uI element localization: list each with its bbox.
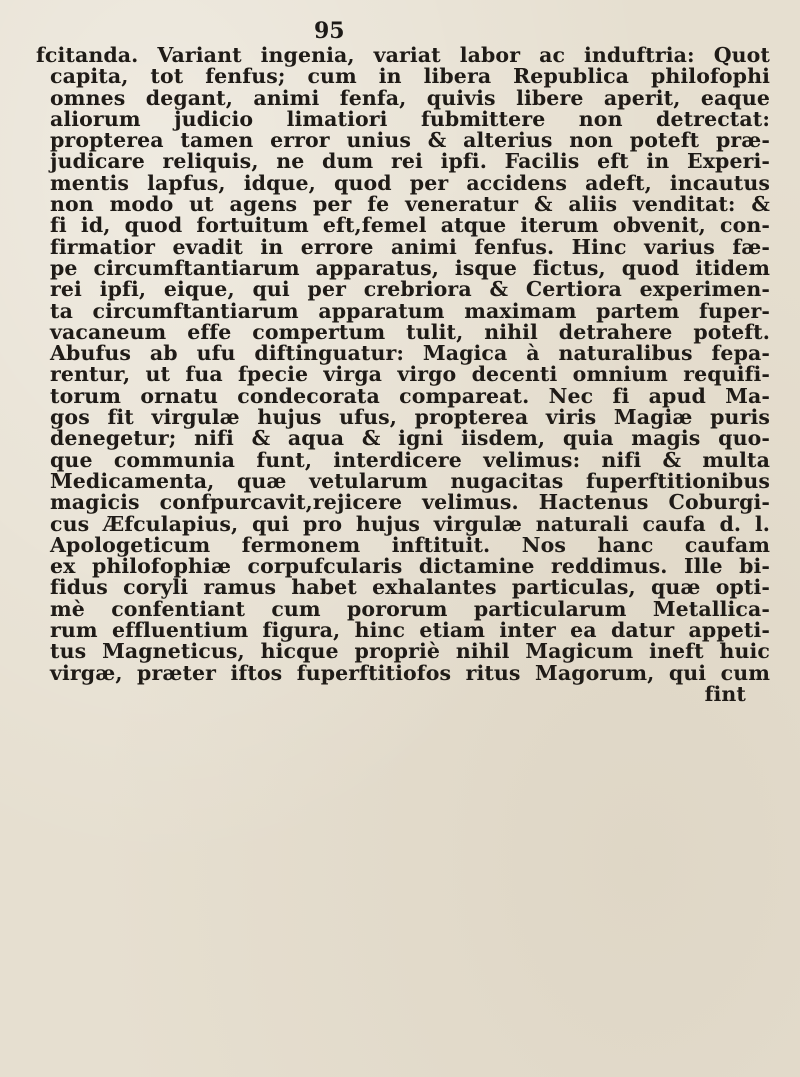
text-line: omnes degant, animi fenfa, quivis libere aperit, eaque [50,85,770,110]
body-text [36,43,770,706]
text-line: tus Magneticus, hicque propriè nihil Magicum ineft huic [50,639,770,664]
text-line: fidus coryli ramus habet exhalantes particulas, quæ opti- [50,575,770,600]
text-line: rum effluentium figura, hinc etiam inter ea datur appeti- [50,618,770,643]
text-line: cus Æfculapius, qui pro hujus virgulæ naturali caufa d. l. [50,511,770,536]
page-number: 95 [314,18,345,44]
text-line: fint [704,681,746,706]
text-line: gos fit virgulæ hujus ufus, propterea viris Magiæ puris [50,405,770,430]
text-line: firmatior evadit in errore animi fenfus. Hinc varius fæ- [50,234,770,259]
text-line: aliorum judicio limatiori fubmittere non detrectat: [50,106,770,131]
text-line: non modo ut agens per fe veneratur & aliis venditat: & [50,192,770,217]
text-line: judicare reliquis, ne dum rei ipfi. Facilis eft in Experi- [50,149,770,174]
text-line: rentur, ut fua fpecie virga virgo decenti omnium requifi- [50,362,770,387]
text-line: pe circumftantiarum apparatus, isque fictus, quod itidem [50,255,770,280]
text-line: rei ipfi, eique, qui per crebriora & Certiora experimen- [50,277,770,302]
text-line: mentis lapfus, idque, quod per accidens adeft, incautus [50,170,770,195]
text-line: virgæ, præter iftos fuperftitiofos ritus Magorum, qui cum [50,660,770,685]
text-line: ta circumftantiarum apparatum maximam partem fuper- [50,298,770,323]
text-line: fi id, quod fortuitum eft,femel atque iterum obvenit, con- [50,213,770,238]
text-line: que communia funt, interdicere velimus: nifi & multa [50,447,770,472]
text-line: ex philofophiæ corpufcularis dictamine reddimus. Ille bi- [50,554,770,579]
text-line: magicis confpurcavit,rejicere velimus. Hactenus Coburgi- [50,490,770,515]
text-line: Medicamenta, quæ vetularum nugacitas fuperftitionibus [50,468,770,493]
text-line: denegetur; nifi & aqua & igni iisdem, quia magis quo- [50,426,770,451]
text-line: capita, tot fenfus; cum in libera Republica philofophi [50,64,770,89]
text-line: Abufus ab ufu diftinguatur: Magica à naturalibus fepa- [50,341,770,366]
text-line: fcitanda. Variant ingenia, variat labor ac induftria: Quot [36,43,770,67]
text-line: Apologeticum fermonem inftituit. Nos hanc caufam [50,532,770,557]
text-line: vacaneum effe compertum tulit, nihil detrahere poteft. [50,319,770,344]
text-line: mè confentiant cum pororum particularum Metallica- [50,596,770,621]
text-line: propterea tamen error unius & alterius non poteft præ- [50,128,770,153]
text-line: torum ornatu condecorata compareat. Nec fi apud Ma- [50,383,770,408]
